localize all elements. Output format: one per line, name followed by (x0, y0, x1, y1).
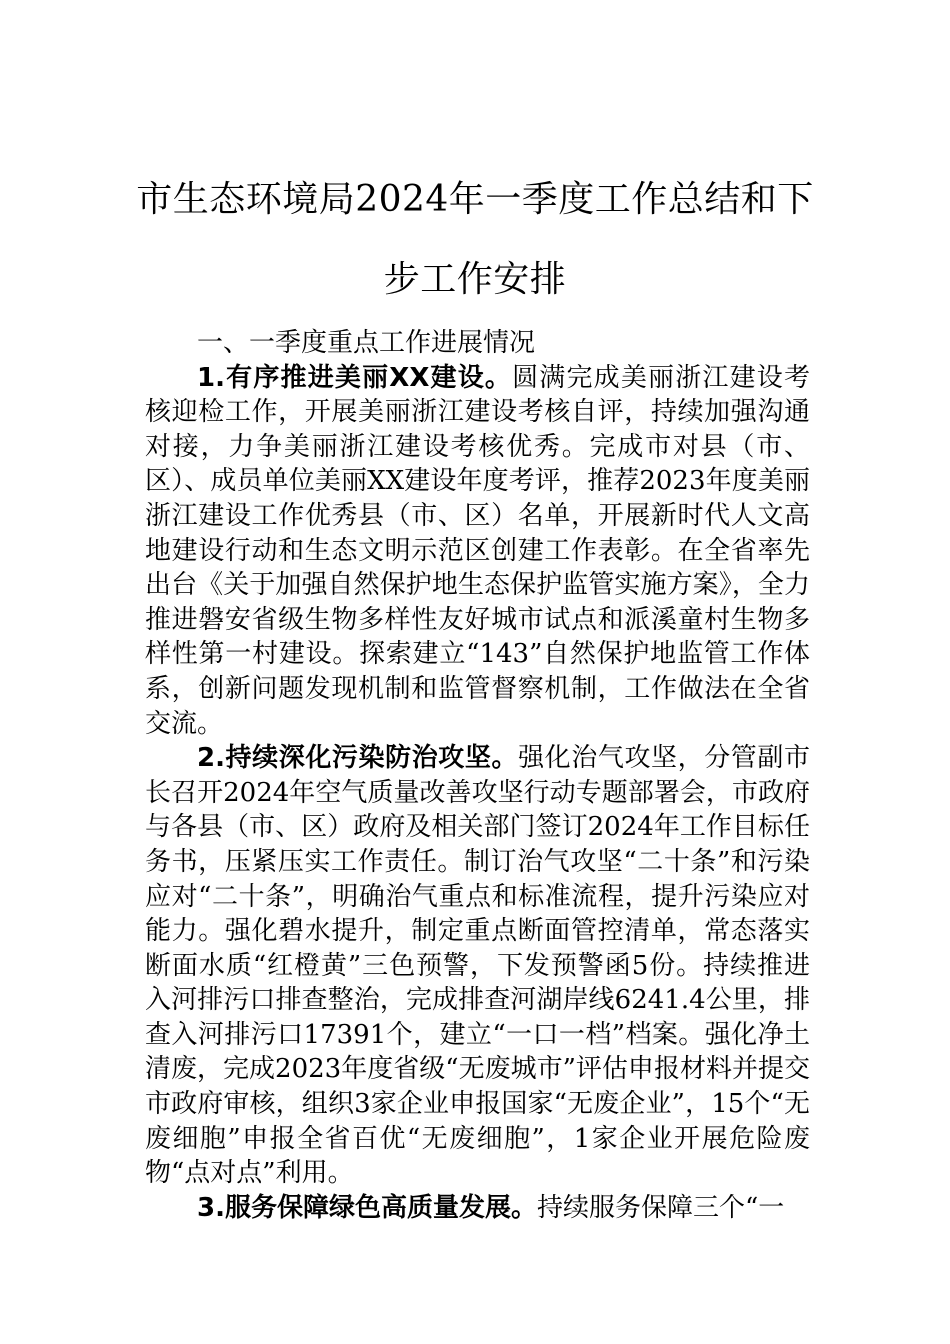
paragraph-1 (145, 361, 810, 742)
paragraph-2-lead: 2.持续深化污染防治攻坚。 (197, 743, 519, 774)
paragraph-3 (145, 1191, 810, 1226)
section-heading: 一、一季度重点工作进展情况 (197, 328, 536, 358)
paragraph-3-text: 持续服务保障三个“一 (536, 1192, 785, 1223)
paragraph-2 (145, 741, 810, 1191)
paragraph-2-text: 强化治气攻坚，分管副市长召开2024年空气质量改善攻坚行动专题部署会，市政府与各县（市、区）政府及相关部门签订2024年工作目标任务书，压紧压实工作责任。制订治气攻坚“二十条”和污染应对“二十条”，明确治气重点和标准流程，提升污染应对能力。强化碧水提升，制定重点断面管控清单，常态落实断面水质“红橙黄”三色预警，下发预警函5份。持续推进入河排污口排查整治，完成排查河湖岸线6241.4公里，排查入河排污口17391个，建立“一口一档”档案。强化净土清废，完成2023年度省级“无废城市”评估申报材料并提交市政府审核，组织3家企业申报国家“无废企业”，15个“无废细胞”申报全省百优“无废细胞”，1家企业开展危险废物“点对点”利用。 (145, 743, 810, 1189)
paragraph-1-text: 圆满完成美丽浙江建设考核迎检工作，开展美丽浙江建设考核自评，持续加强沟通对接，力争美丽浙江建设考核优秀。完成市对县（市、区）、成员单位美丽XX建设年度考评，推荐2023年度美丽浙江建设工作优秀县（市、区）名单，开展新时代人文高地建设行动和生态文明示范区创建工作表彰。在全省率先出台《关于加强自然保护地生态保护监管实施方案》，全力推进磐安省级生物多样性友好城市试点和派溪童村生物多样性第一村建设。探索建立“143”自然保护地监管工作体系，创新问题发现机制和监管督察机制，工作做法在全省交流。 (145, 362, 810, 739)
document-title: 市生态环境局2024年一季度工作总结和下步工作安排 (136, 179, 814, 300)
paragraph-1-lead: 1.有序推进美丽XX建设。 (197, 362, 513, 393)
document-body (145, 326, 810, 1225)
paragraph-3-lead: 3.服务保障绿色高质量发展。 (197, 1192, 537, 1223)
